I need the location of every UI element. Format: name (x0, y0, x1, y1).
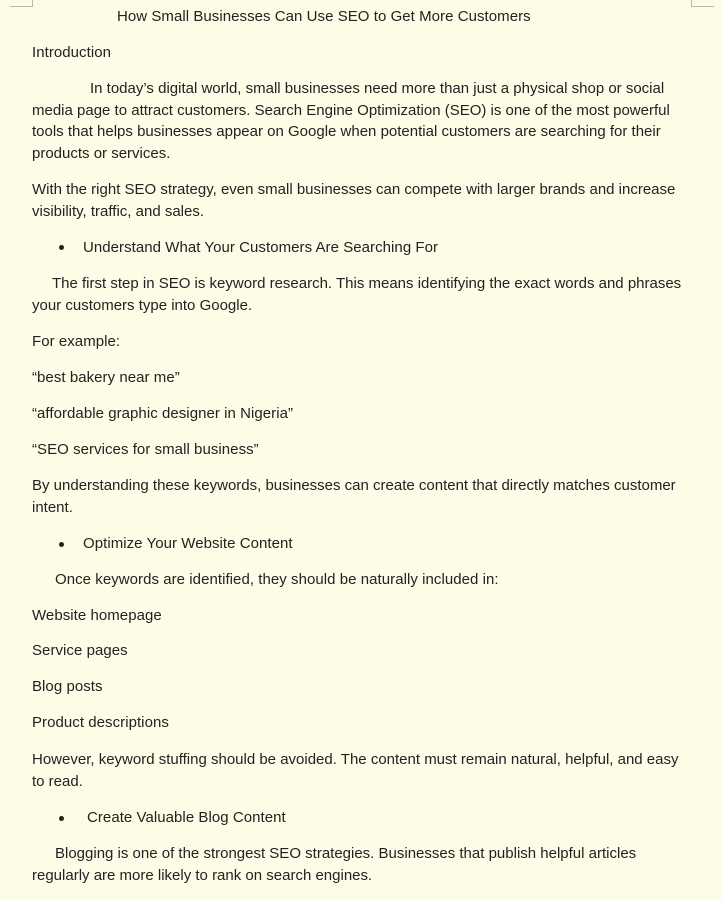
section-2-paragraph: Once keywords are identified, they should be naturally included in: (55, 571, 499, 588)
bullet-icon (59, 542, 64, 547)
section-3-paragraph: Blogging is one of the strongest SEO strategies. Businesses that publish helpful articles regularly are more likely to rank on search engines. (32, 845, 637, 884)
list-item: Service pages (32, 642, 128, 659)
section-1-heading: Understand What Your Customers Are Searching For (83, 239, 439, 256)
list-item: Blog posts (32, 678, 103, 695)
bullet-icon (59, 816, 64, 821)
example-label: For example: (32, 333, 121, 350)
example-item: “affordable graphic designer in Nigeria” (32, 405, 294, 422)
section-3-heading: Create Valuable Blog Content (87, 809, 286, 826)
section-1-conclusion: By understanding these keywords, businesses can create content that directly matches customer intent. (32, 477, 676, 516)
list-item: Product descriptions (32, 714, 169, 731)
bullet-icon (59, 245, 64, 250)
list-item: Website homepage (32, 607, 162, 624)
section-1-paragraph: The first step in SEO is keyword research. This means identifying the exact words and phrases your customers type into Google. (32, 275, 682, 314)
document-title: How Small Businesses Can Use SEO to Get More Customers (117, 8, 531, 25)
example-item: “SEO services for small business” (32, 441, 259, 458)
intro-heading: Introduction (32, 44, 111, 61)
page-corner-marker-right (691, 0, 714, 7)
page-corner-marker-left (10, 0, 33, 7)
example-item: “best bakery near me” (32, 369, 180, 386)
section-2-heading: Optimize Your Website Content (83, 535, 293, 552)
section-2-conclusion: However, keyword stuffing should be avoided. The content must remain natural, helpful, and easy to read. (32, 751, 679, 790)
intro-paragraph-2: With the right SEO strategy, even small businesses can compete with larger brands and increase visibility, traffic, and sales. (32, 181, 676, 220)
intro-paragraph-1: In today’s digital world, small businesses need more than just a physical shop or social media page to attract customers. Search Engine Optimization (SEO) is one of the most powerful tools that helps businesses appear on Google when potential customers are searching for their products or services. (32, 80, 670, 162)
